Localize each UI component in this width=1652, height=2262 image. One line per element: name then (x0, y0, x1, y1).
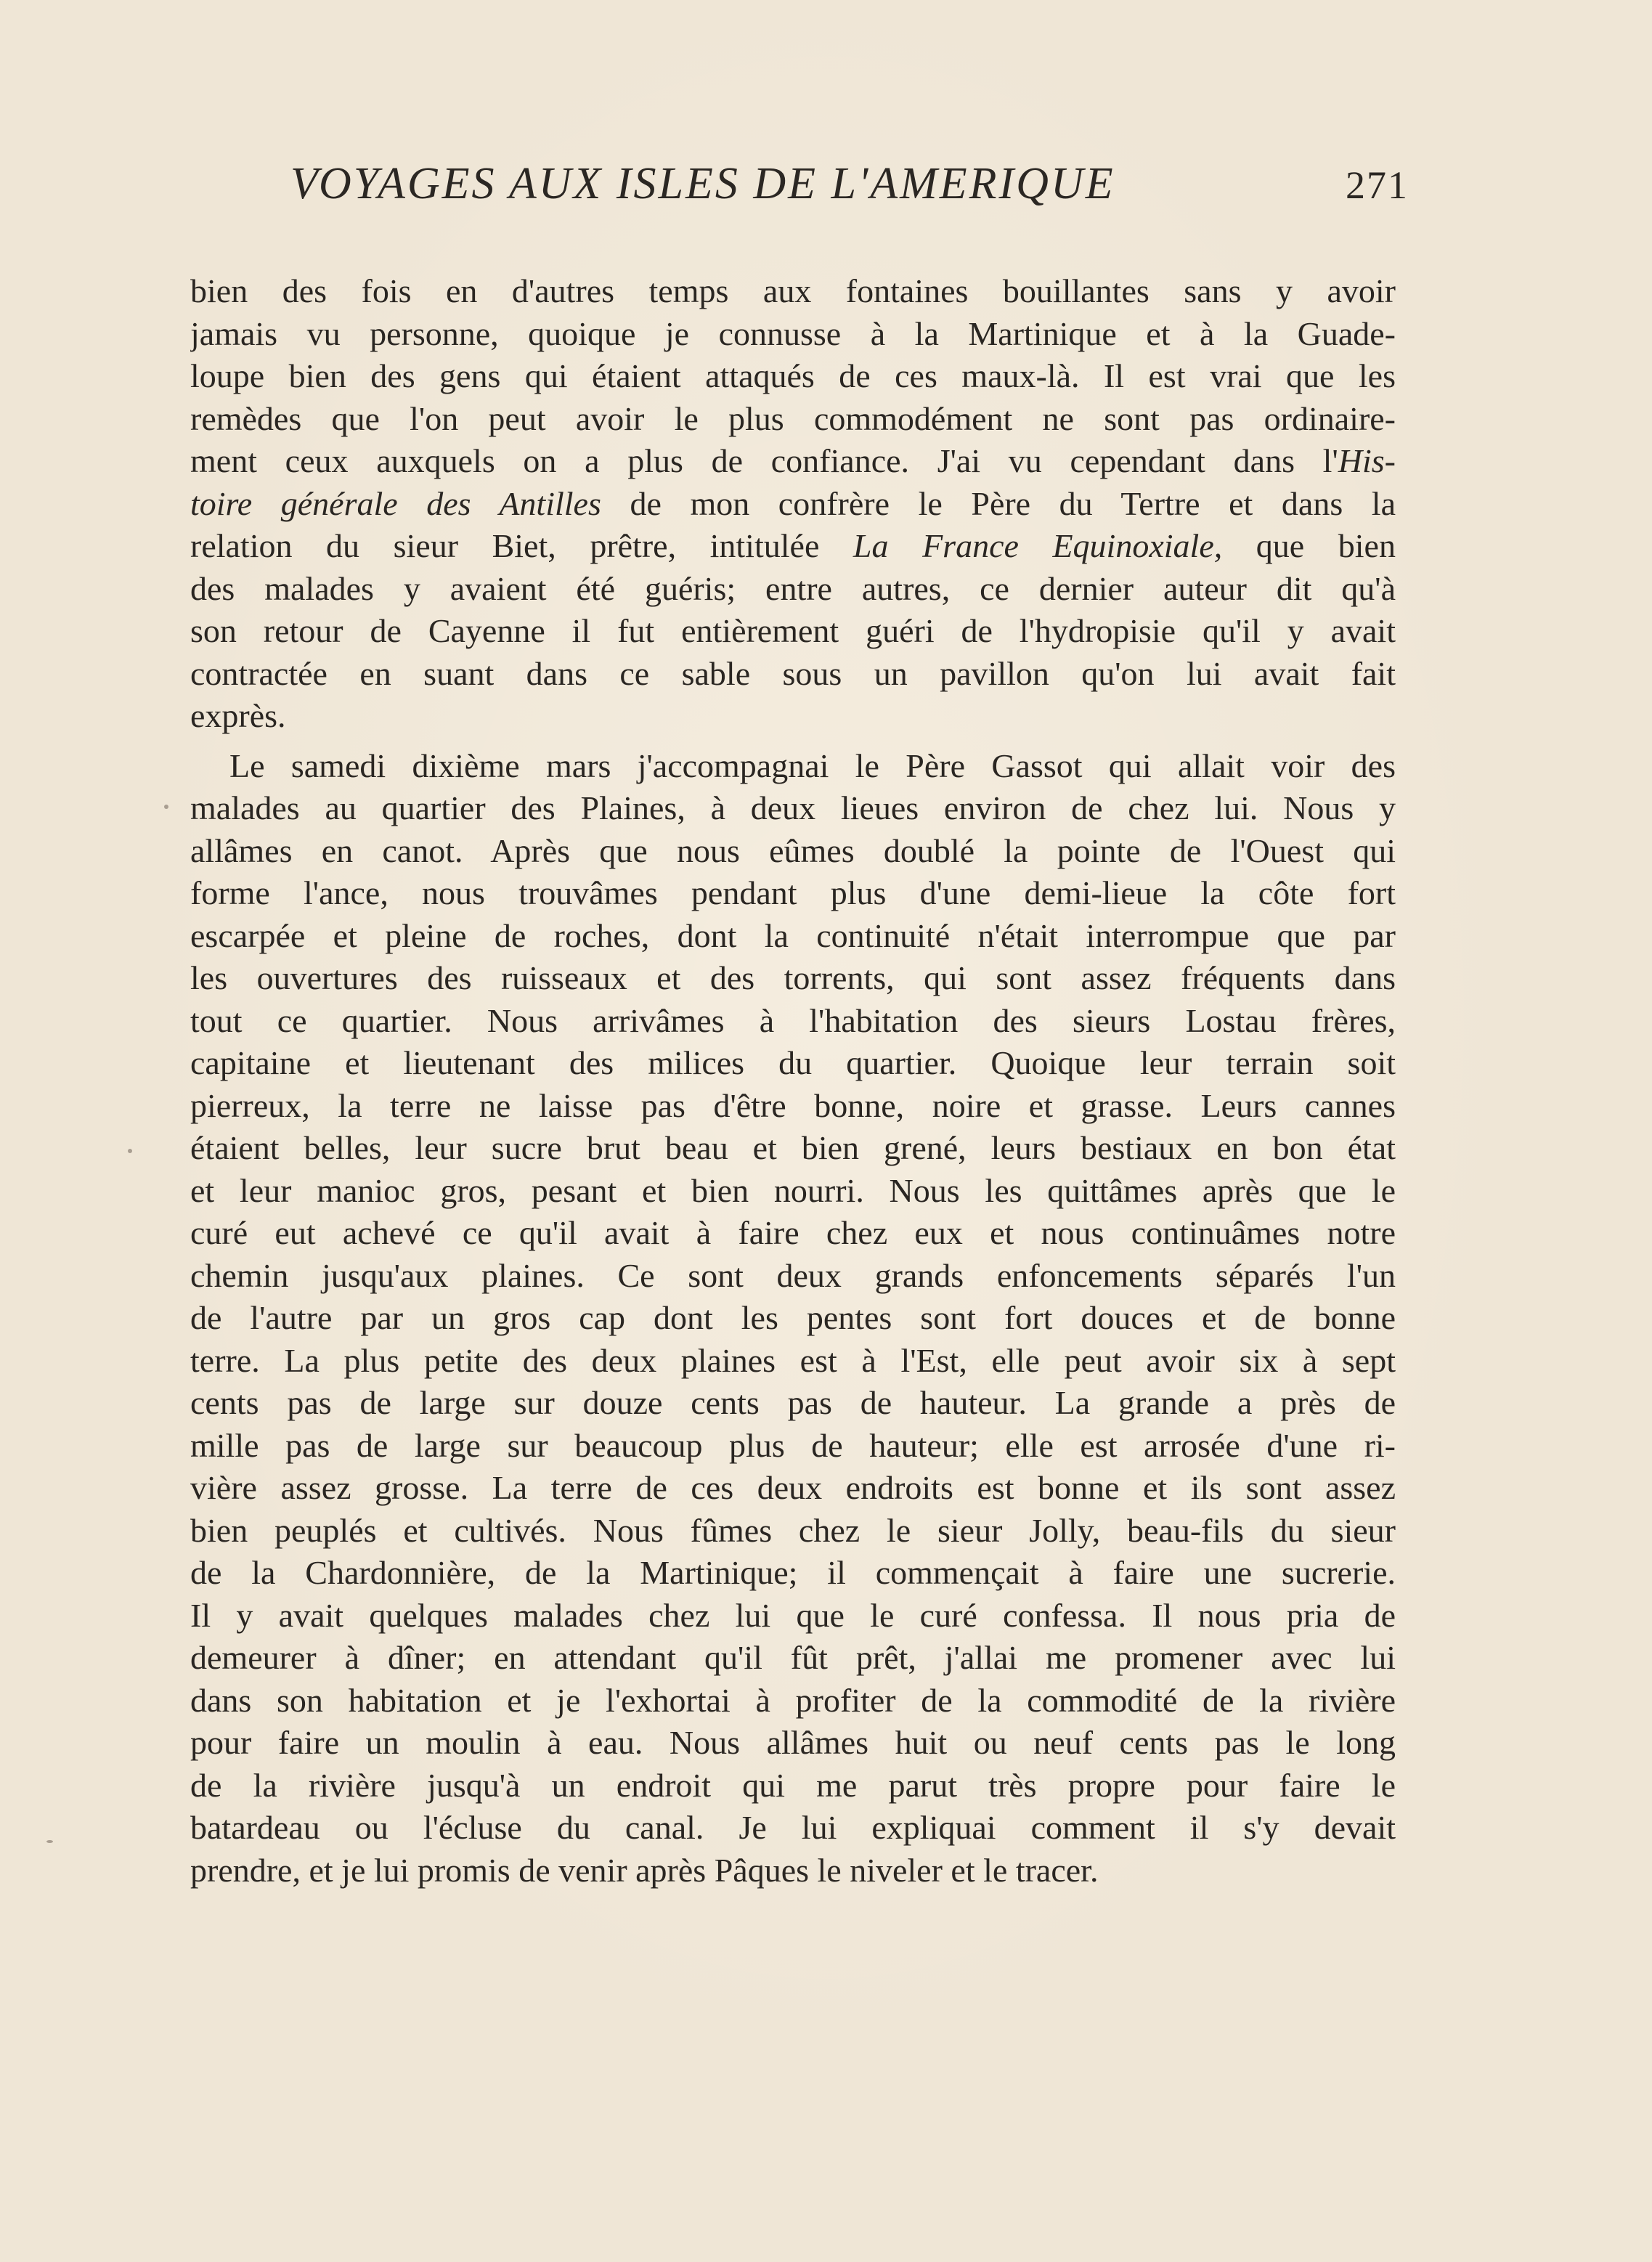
text-segment: terre. La plus petite des deux plaines est à l'Est, elle peut avoir six à sept (190, 1341, 1396, 1379)
text-line (190, 1637, 1396, 1680)
paper-speck (46, 1840, 53, 1843)
text-line (190, 1425, 1396, 1468)
text-line (190, 1552, 1396, 1595)
text-segment: des malades y avaient été guéris; entre autres, ce dernier auteur dit qu'à (190, 569, 1396, 607)
text-segment: de mon confrère le Père du Tertre et dans la (601, 484, 1396, 522)
text-line (190, 957, 1396, 1000)
text-line (190, 1042, 1396, 1085)
italic-title: His- (1338, 442, 1396, 479)
text-segment: pierreux, la terre ne laisse pas d'être bonne, noire et grasse. Leurs cannes (190, 1086, 1396, 1124)
text-segment: exprès. (190, 697, 286, 734)
text-line (190, 398, 1396, 441)
text-segment: bien peuplés et cultivés. Nous fûmes chez le sieur Jolly, beau-fils du sieur (190, 1511, 1396, 1549)
text-segment: remèdes que l'on peut avoir le plus commodément ne sont pas ordinaire- (190, 399, 1396, 437)
text-segment: loupe bien des gens qui étaient attaqués de ces maux-là. Il est vrai que les (190, 357, 1396, 394)
text-line (190, 1297, 1396, 1340)
text-segment: prendre, et je lui promis de venir après Pâques le niveler et le tracer. (190, 1851, 1099, 1889)
text-segment: ment ceux auxquels on a plus de confiance. J'ai vu cependant dans l' (190, 442, 1338, 479)
text-segment: que bien (1222, 527, 1396, 564)
text-line (190, 1212, 1396, 1255)
text-line (190, 1850, 1396, 1892)
text-segment: cents pas de large sur douze cents pas de hauteur. La grande a près de (190, 1384, 1396, 1421)
page-number: 271 (1346, 163, 1409, 207)
text-segment: chemin jusqu'aux plaines. Ce sont deux grands enfoncements séparés l'un (190, 1256, 1396, 1294)
text-line (190, 568, 1396, 611)
text-segment: batardeau ou l'écluse du canal. Je lui expliquai comment il s'y devait (190, 1809, 1396, 1846)
text-segment: escarpée et pleine de roches, dont la continuité n'était interrompue que par (190, 916, 1396, 954)
paragraph (190, 270, 1396, 738)
text-line (190, 1595, 1396, 1637)
text-line (190, 440, 1396, 483)
text-segment: étaient belles, leur sucre brut beau et bien grené, leurs bestiaux en bon état (190, 1129, 1396, 1166)
text-segment: tout ce quartier. Nous arrivâmes à l'habitation des sieurs Lostau frères, (190, 1001, 1396, 1039)
text-segment: dans son habitation et je l'exhortai à profiter de la commodité de la rivière (190, 1681, 1396, 1719)
text-line (190, 1680, 1396, 1722)
text-segment: Il y avait quelques malades chez lui que le curé confessa. Il nous pria de (190, 1596, 1396, 1634)
body-text (190, 270, 1396, 1892)
running-title: VOYAGES AUX ISLES DE L'AMERIQUE (290, 159, 1115, 208)
text-segment: son retour de Cayenne il fut entièrement guéri de l'hydropisie qu'il y avait (190, 612, 1396, 649)
text-segment: allâmes en canot. Après que nous eûmes doublé la pointe de l'Ouest qui (190, 831, 1396, 869)
text-segment: malades au quartier des Plaines, à deux lieues environ de chez lui. Nous y (190, 789, 1396, 826)
text-line (190, 872, 1396, 915)
text-line (190, 745, 1396, 788)
text-segment: capitaine et lieutenant des milices du quartier. Quoique leur terrain soit (190, 1044, 1396, 1081)
text-line (190, 270, 1396, 313)
text-line (190, 1765, 1396, 1807)
text-segment: Le samedi dixième mars j'accompagnai le Père Gassot qui allait voir des (229, 746, 1396, 784)
running-head (290, 158, 1409, 231)
text-line (190, 1340, 1396, 1383)
text-segment: vière assez grosse. La terre de ces deux endroits est bonne et ils sont assez (190, 1469, 1396, 1506)
text-segment: forme l'ance, nous trouvâmes pendant plus d'une demi-lieue la côte fort (190, 874, 1396, 911)
paper-speck (164, 805, 168, 809)
text-line (190, 610, 1396, 653)
text-line (190, 1000, 1396, 1043)
text-segment: les ouvertures des ruisseaux et des torrents, qui sont assez fréquents dans (190, 959, 1396, 996)
text-line (190, 1170, 1396, 1213)
text-line (190, 483, 1396, 526)
text-line (190, 915, 1396, 958)
text-segment: demeurer à dîner; en attendant qu'il fût prêt, j'allai me promener avec lui (190, 1639, 1396, 1676)
text-segment: jamais vu personne, quoique je connusse à la Martinique et à la Guade- (190, 314, 1396, 352)
text-segment: relation du sieur Biet, prêtre, intitulée (190, 527, 853, 564)
text-segment: et leur manioc gros, pesant et bien nourri. Nous les quittâmes après que le (190, 1171, 1396, 1209)
text-segment: de la Chardonnière, de la Martinique; il commençait à faire une sucrerie. (190, 1554, 1396, 1591)
text-line (190, 355, 1396, 398)
italic-title: La France Equinoxiale, (853, 527, 1223, 564)
text-line (190, 1722, 1396, 1765)
text-line (190, 830, 1396, 873)
italic-title: toire générale des Antilles (190, 484, 601, 522)
text-segment: mille pas de large sur beaucoup plus de hauteur; elle est arrosée d'une ri- (190, 1426, 1396, 1464)
paper-speck (128, 1149, 132, 1153)
text-line (190, 1255, 1396, 1298)
text-line (190, 313, 1396, 356)
paragraph (190, 745, 1396, 1892)
text-line (190, 1085, 1396, 1128)
text-line (190, 695, 1396, 738)
text-line (190, 1467, 1396, 1510)
text-segment: contractée en suant dans ce sable sous un pavillon qu'on lui avait fait (190, 654, 1396, 692)
text-line (190, 653, 1396, 696)
text-line (190, 787, 1396, 830)
text-line (190, 1807, 1396, 1850)
text-segment: curé eut achevé ce qu'il avait à faire chez eux et nous continuâmes notre (190, 1214, 1396, 1251)
text-segment: de l'autre par un gros cap dont les pentes sont fort douces et de bonne (190, 1299, 1396, 1336)
text-segment: pour faire un moulin à eau. Nous allâmes huit ou neuf cents pas le long (190, 1724, 1396, 1761)
text-line (190, 1127, 1396, 1170)
text-line (190, 1510, 1396, 1553)
text-segment: bien des fois en d'autres temps aux fontaines bouillantes sans y avoir (190, 272, 1396, 309)
text-line (190, 525, 1396, 568)
text-segment: de la rivière jusqu'à un endroit qui me parut très propre pour faire le (190, 1766, 1396, 1804)
text-line (190, 1382, 1396, 1425)
